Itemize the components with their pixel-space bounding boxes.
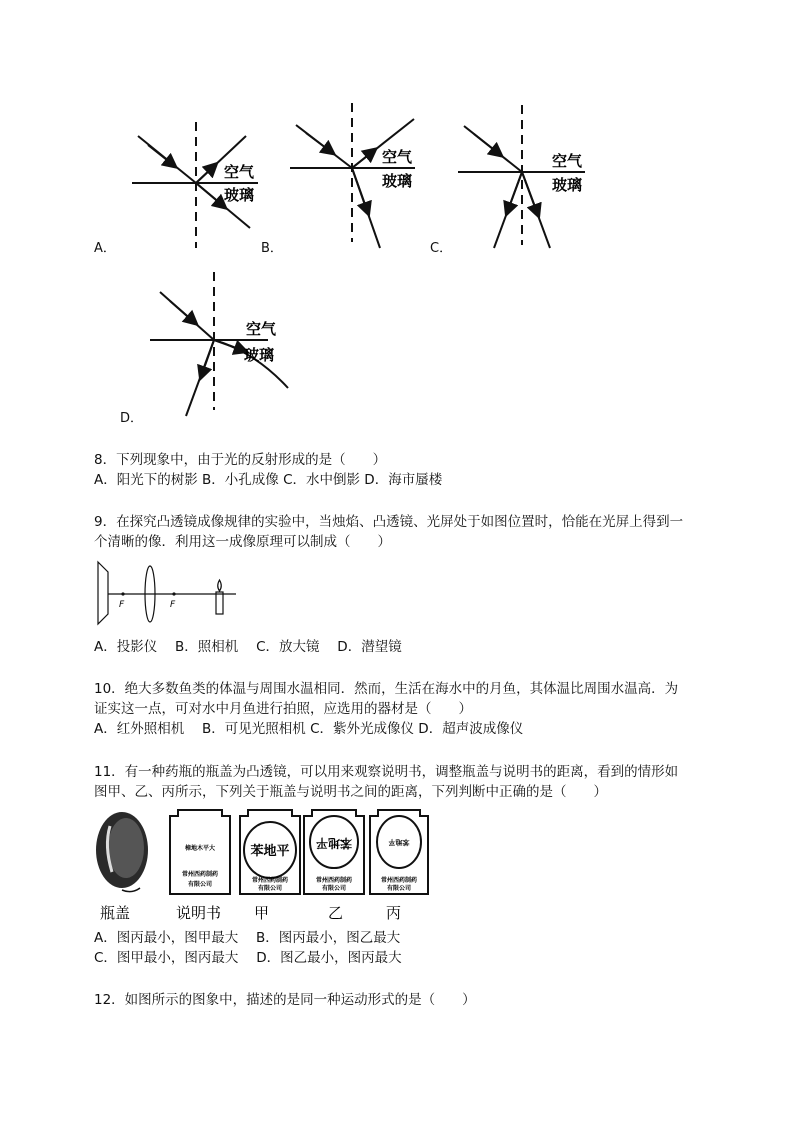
- q8-stem: 8．下列现象中，由于光的反射形成的是（ ）: [94, 452, 387, 468]
- q11-stem-line2: 图甲、乙、丙所示，下列关于瓶盖与说明书之间的距离，下列判断中正确的是（ ）: [94, 784, 607, 800]
- q10-options[interactable]: A．红外照相机 B．可见光照相机 C．紫外光成像仪 D．超声波成像仪: [94, 721, 524, 737]
- q7d-air-label: 空气: [246, 320, 277, 338]
- q9-focus-left: F: [119, 600, 125, 610]
- q9-lens-figure: [90, 558, 250, 630]
- jia-bottom-text2: 有限公司: [257, 885, 283, 892]
- q10-stem-line2: 证实这一点，可对水中月鱼进行拍照，应选用的器材是（ ）: [94, 701, 472, 717]
- bing-bottom-text1: 常州西药制药: [380, 877, 418, 884]
- jia-bottom-text1: 常州西药制药: [251, 877, 289, 884]
- q8-options[interactable]: A．阳光下的树影 B．小孔成像 C．水中倒影 D．海市蜃楼: [94, 472, 443, 488]
- label-bing: 丙: [386, 904, 402, 922]
- bing-bottom-text2: 有限公司: [386, 885, 412, 892]
- q9-stem-line1: 9．在探究凸透镜成像规律的实验中，当烛焰、凸透镜、光屏处于如图位置时，恰能在光屏上得到一: [94, 514, 684, 530]
- q7-option-a[interactable]: A．: [94, 241, 116, 256]
- bing-inverted-text: 苯地平: [388, 838, 410, 846]
- q7c-air-label: 空气: [552, 152, 583, 170]
- q7d-glass-label: 玻璃: [244, 346, 275, 364]
- q9-stem-line2: 个清晰的像．利用这一成像原理可以制成（ ）: [94, 534, 391, 550]
- label-jia: 甲: [254, 904, 270, 922]
- q7-option-b[interactable]: B．: [261, 241, 283, 256]
- q11-options-line2[interactable]: C．图甲最小，图丙最大 D．图乙最小，图丙最大: [94, 950, 402, 966]
- q12-stem: 12．如图所示的图象中，描述的是同一种运动形式的是（ ）: [94, 992, 476, 1008]
- q7-figures: [0, 0, 794, 430]
- q11-stem-line1: 11．有一种药瓶的瓶盖为凸透镜，可以用来观察说明书，调整瓶盖与说明书的距离，看到的情形如: [94, 764, 679, 780]
- yi-inverted-text: 苯地平: [315, 836, 353, 850]
- q7-option-d[interactable]: D．: [120, 411, 144, 426]
- yi-bottom-text1: 常州西药制药: [315, 877, 353, 884]
- q7-option-c[interactable]: C．: [430, 241, 453, 256]
- label-manual: 说明书: [176, 904, 222, 922]
- q7b-air-label: 空气: [382, 148, 413, 166]
- manual-bottom-text2: 有限公司: [187, 881, 213, 888]
- yi-bottom-text2: 有限公司: [321, 885, 347, 892]
- q9-focus-right: F: [170, 600, 176, 610]
- q7a-air-label: 空气: [224, 163, 255, 181]
- label-yi: 乙: [328, 904, 344, 922]
- q7-figure-d: [150, 272, 288, 416]
- q11-options-line1[interactable]: A．图丙最小，图甲最大 B．图丙最小，图乙最大: [94, 930, 401, 946]
- manual-top-text: 樟地木平大: [184, 845, 216, 852]
- q9-options[interactable]: A．投影仪 B．照相机 C．放大镜 D．潜望镜: [94, 639, 402, 655]
- q7-figure-a: [132, 122, 258, 248]
- q7a-glass-label: 玻璃: [224, 186, 255, 204]
- bottle-cap-lens: [96, 812, 148, 892]
- q7b-glass-label: 玻璃: [382, 172, 413, 190]
- manual-bottom-text1: 常州西药制药: [181, 871, 219, 878]
- q10-stem-line1: 10．绝大多数鱼类的体温与周围水温相同．然而，生活在海水中的月鱼，其体温比周围水温高．为: [94, 681, 679, 697]
- label-bottle-cap: 瓶盖: [100, 904, 131, 922]
- q11-figure: [90, 806, 430, 926]
- jia-magnified-text: 苯地平: [250, 844, 290, 859]
- q7c-glass-label: 玻璃: [552, 176, 583, 194]
